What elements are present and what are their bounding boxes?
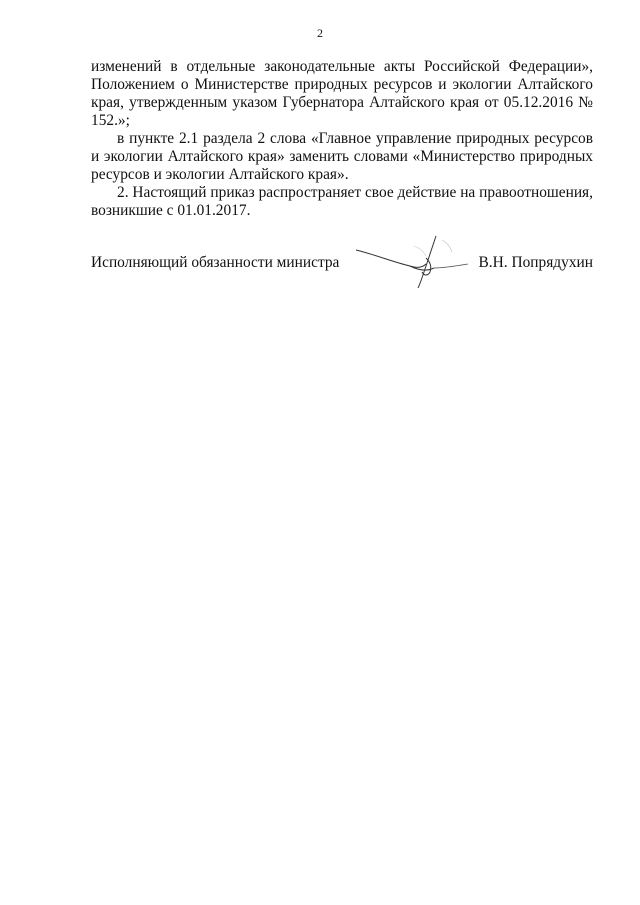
signature-block (91, 254, 593, 276)
document-body (91, 58, 593, 220)
signer-name: В.Н. Попрядухин (478, 254, 593, 271)
paragraph-continuation: изменений в отдельные законодательные акты Российской Федерации», Положением о Министерстве природных ресурсов и экологии Алтайского края, утвержденным указом Губернатора Алтайского края от 05.12.2016 № 152.»; (91, 58, 593, 129)
signer-title: Исполняющий обязанности министра (91, 254, 340, 271)
paragraph-amendment: в пункте 2.1 раздела 2 слова «Главное управление природных ресурсов и экологии Алтайского края» заменить словами «Министерство природных ресурсов и экологии Алтайского края». (91, 130, 593, 183)
paragraph-effective-date: 2. Настоящий приказ распространяет свое действие на правоотношения, возникшие с 01.01.2017. (91, 184, 593, 219)
handwritten-signature (348, 228, 478, 294)
page-number: 2 (317, 26, 323, 40)
